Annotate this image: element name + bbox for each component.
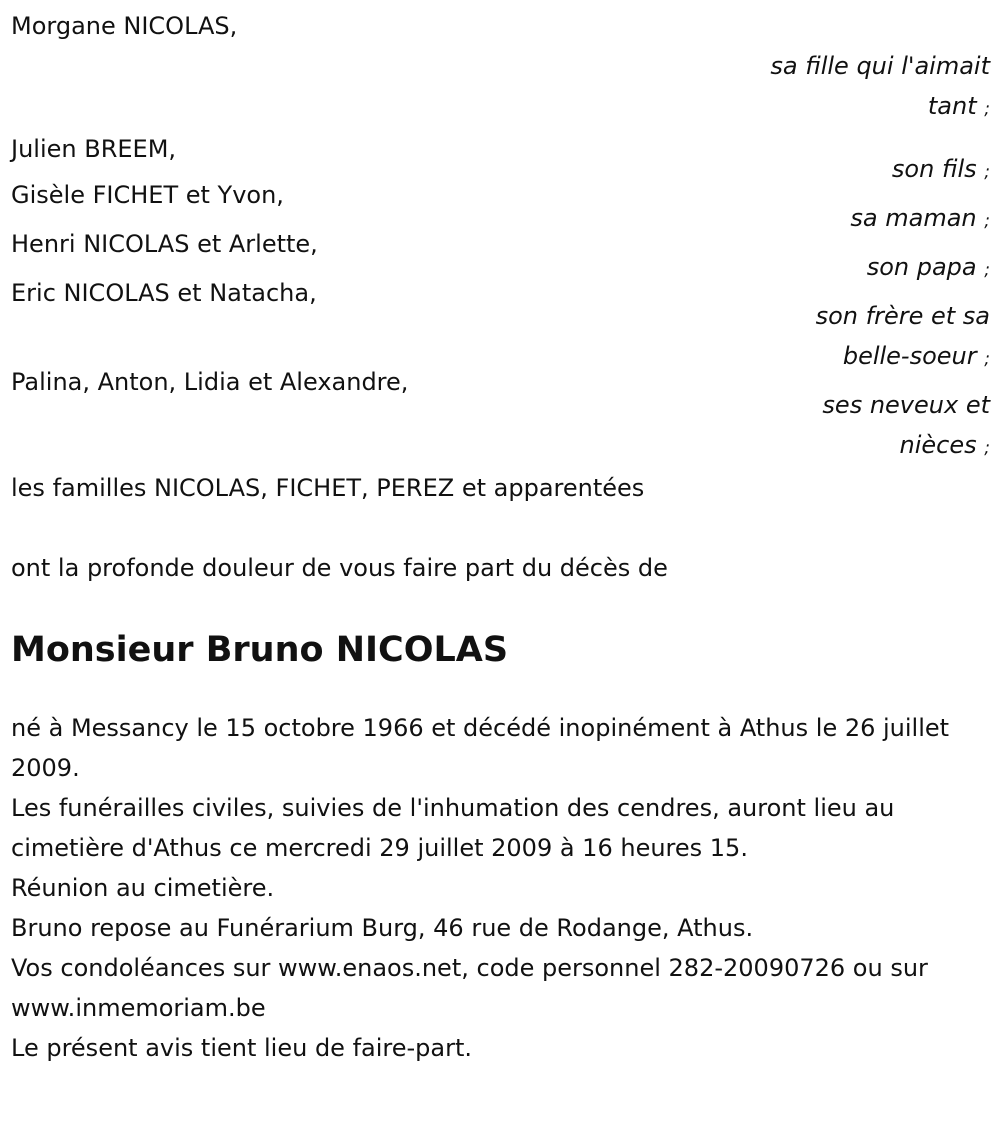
relative-name: Henri NICOLAS et Arlette, xyxy=(11,230,318,258)
relation-terminator: ; xyxy=(984,162,990,182)
resting-place-text: Bruno repose au Funérarium Burg, 46 rue de Rodange, Athus. xyxy=(11,914,754,942)
birth-death-text: né à Messancy le 15 octobre 1966 et décédé inopinément à Athus le 26 juillet 2009. xyxy=(11,714,950,782)
funeral-text: Les funérailles civiles, suivies de l'inhumation des cendres, auront lieu au cimetière d'Athus ce mercredi 29 juillet 2009 à 16 heures 15. xyxy=(11,794,895,862)
funeral-details xyxy=(11,708,991,1068)
relation-terminator: ; xyxy=(984,349,990,369)
relative-relation xyxy=(11,46,991,129)
relation-line: sa fille qui l'aimait xyxy=(770,52,990,80)
meeting-text: Réunion au cimetière. xyxy=(11,874,275,902)
relation-terminator: ; xyxy=(984,99,990,119)
relation-line: son fils xyxy=(891,155,977,183)
announcement-intro: ont la profonde douleur de vous faire part du décès de xyxy=(11,554,668,582)
relation-terminator: ; xyxy=(984,211,990,231)
relation-terminator: ; xyxy=(984,260,990,280)
relative-entry xyxy=(11,6,991,129)
relative-name: Gisèle FICHET et Yvon, xyxy=(11,181,284,209)
relation-line: ses neveux et xyxy=(822,391,990,419)
relation-line: belle-soeur xyxy=(842,342,977,370)
relation-line: son papa xyxy=(866,253,977,281)
relation-line: nièces xyxy=(899,431,977,459)
relative-name: Julien BREEM, xyxy=(11,135,177,163)
relation-line: sa maman xyxy=(850,204,977,232)
obituary-notice xyxy=(11,6,991,1068)
relation-line: tant xyxy=(927,92,977,120)
relation-line: son frère et sa xyxy=(815,302,990,330)
families-line: les familles NICOLAS, FICHET, PEREZ et apparentées xyxy=(11,474,645,502)
condolences-text: Vos condoléances sur www.enaos.net, code personnel 282-20090726 ou sur www.inmemoriam.be xyxy=(11,954,928,1022)
relative-name: Morgane NICOLAS, xyxy=(11,12,238,40)
relation-terminator: ; xyxy=(984,438,990,458)
notice-text: Le présent avis tient lieu de faire-part. xyxy=(11,1034,473,1062)
deceased-name: Monsieur Bruno NICOLAS xyxy=(11,630,509,670)
relative-name: Eric NICOLAS et Natacha, xyxy=(11,279,317,307)
relative-name: Palina, Anton, Lidia et Alexandre, xyxy=(11,368,409,396)
